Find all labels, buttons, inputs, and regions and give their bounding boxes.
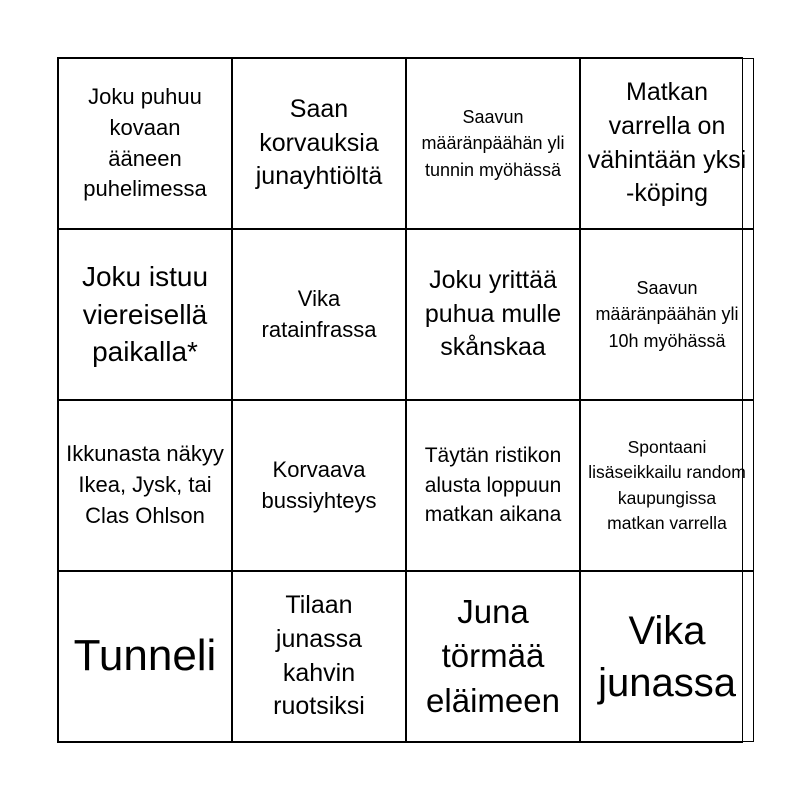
bingo-cell-1[interactable] [58, 58, 232, 229]
bingo-cell-6[interactable] [232, 229, 406, 400]
bingo-cell-text: Juna törmää eläimeen [426, 592, 560, 719]
bingo-cell-text: Tunneli [73, 631, 217, 681]
bingo-cell-4[interactable] [580, 58, 754, 229]
bingo-cell-text: Korvaava bussiyhteys [261, 456, 377, 513]
bingo-cell-15[interactable] [406, 571, 580, 742]
bingo-cell-text: Joku istuu viereisellä paikalla* [81, 260, 209, 368]
bingo-cell-9[interactable] [58, 400, 232, 571]
bingo-cell-text: Vika ratainfrassa [261, 285, 377, 342]
bingo-cell-text: Matkan varrella on vähintään yksi -köping [587, 78, 747, 208]
bingo-cell-text: Tilaan junassa kahvin ruotsiksi [273, 591, 365, 721]
bingo-cell-text: Saavun määränpäähän yli tunnin myöhässä [421, 107, 565, 180]
bingo-cell-13[interactable] [58, 571, 232, 742]
bingo-cell-5[interactable] [58, 229, 232, 400]
bingo-card [57, 57, 747, 743]
bingo-cell-text: Joku puhuu kovaan ääneen puhelimessa [83, 83, 207, 202]
bingo-cell-text: Vika junassa [598, 608, 736, 705]
bingo-cell-text: Täytän ristikon alusta loppuun matkan aikana [424, 444, 562, 527]
bingo-cell-3[interactable] [406, 58, 580, 229]
bingo-cell-16[interactable] [580, 571, 754, 742]
bingo-cell-11[interactable] [406, 400, 580, 571]
bingo-cell-7[interactable] [406, 229, 580, 400]
bingo-cell-text: Joku yrittää puhua mulle skånskaa [424, 265, 562, 362]
bingo-cell-text: Spontaani lisäseikkailu random kaupungissa matkan varrella [588, 436, 746, 533]
bingo-cell-10[interactable] [232, 400, 406, 571]
bingo-cell-12[interactable] [580, 400, 754, 571]
bingo-cell-text: Ikkunasta näkyy Ikea, Jysk, tai Clas Ohlson [66, 441, 224, 528]
bingo-cell-8[interactable] [580, 229, 754, 400]
bingo-cell-text: Saan korvauksia junayhtiöltä [255, 94, 383, 191]
bingo-cell-14[interactable] [232, 571, 406, 742]
bingo-cell-2[interactable] [232, 58, 406, 229]
bingo-cell-text: Saavun määränpäähän yli 10h myöhässä [595, 278, 739, 351]
